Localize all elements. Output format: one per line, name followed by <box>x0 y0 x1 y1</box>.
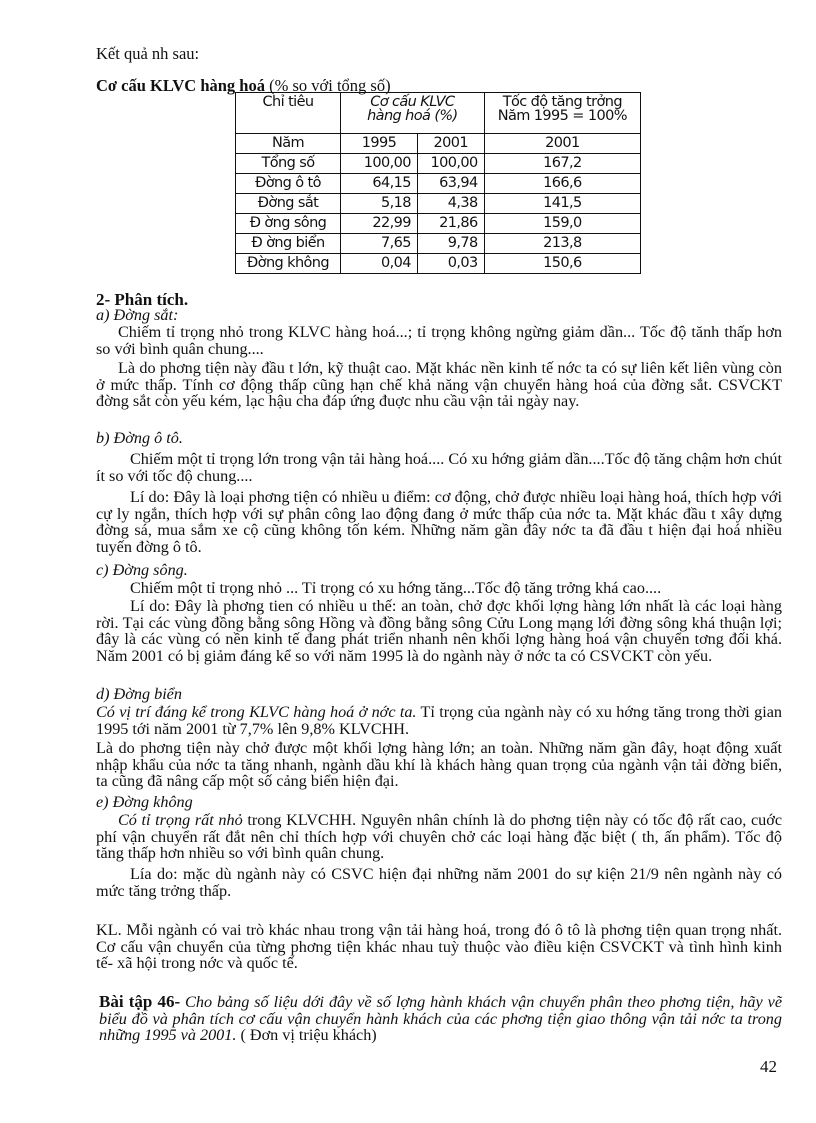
conclusion-paragraph: KL. Mỗi ngành có vai trò khác nhau trong vận tải hàng hoá, trong đó ô tô là phơng tiện quan trọng nhất. Cơ cấu vận chuyển của từng phơng tiện khác nhau tuỳ thuộc vào điều kiện CSVCKT và tình hình kinh tế- xã hội trong nớc và quốc tế. <box>96 921 782 973</box>
row-label: Đ ờng sông <box>236 214 341 234</box>
table-header-row <box>236 93 641 134</box>
road-paragraph-1: Chiếm một tỉ trọng lớn trong vận tải hàng hoá.... Có xu hớng giảm dần....Tốc độ tăng chậm hơn chút ít so với tốc độ chung.... <box>96 450 782 485</box>
table-row <box>236 134 641 154</box>
rail-title: a) Đờng sắt: <box>96 306 179 324</box>
sea-paragraph-2: Là do phơng tiện này chở được một khối lợng hàng lớn; an toàn. Những năm gần đây, hoạt động xuất nhập khẩu của nớc ta tăng nhanh, ngành dầu khí là khách hàng quan trọng của ngành vận tải đờng biển, ta cũng đã nâng cấp một số cảng biển hiện đại. <box>96 739 782 791</box>
exercise-label: Bài tập 46- <box>99 992 181 1011</box>
row-label: Đ ờng biển <box>236 234 341 254</box>
air-paragraph-2: Lía do: mặc dù ngành này có CSVC hiện đại những năm 2001 do sự kiện 21/9 nên ngành này có mức tăng trởng thấp. <box>96 865 782 900</box>
sea-emphasis: Có vị trí đáng kể trong KLVC hàng hoá ở nớc ta. <box>96 703 417 721</box>
cell-2001: 2001 <box>417 134 484 154</box>
cell-growth: 167,2 <box>484 154 640 174</box>
cell-1995: 5,18 <box>341 194 418 214</box>
cell-growth: 141,5 <box>484 194 640 214</box>
cell-growth: 159,0 <box>484 214 640 234</box>
cell-2001: 0,03 <box>417 254 484 274</box>
intro-text: Kết quả nh sau: <box>96 44 200 63</box>
row-label: Năm <box>236 134 341 154</box>
row-label: Đờng ô tô <box>236 174 341 194</box>
road-title: b) Đờng ô tô. <box>96 429 183 447</box>
air-detail: trong KLVCHH. Nguyên nhân chính là do phơng tiện này có tốc độ rất cao, cuớc phí vận chuyển rất đắt nên chỉ thích hợp với chuyên chở các loại hàng đặc biệt ( th, ấn phẩm). Tốc độ tăng thấp hơn nhiều so với bình quân chung. <box>96 811 783 863</box>
exercise-text: Cho bảng số liệu dới đây về số lợng hành khách vận chuyển phân theo phơng tiện, hãy vẽ biểu đồ và phân tích cơ cấu vận chuyển hành khách của các phơng tiện giao thông vận tải nớc ta trong những 1995 và 2001. <box>99 993 783 1045</box>
exercise-paragraph <box>99 994 782 1044</box>
header-indicator: Chỉ tiêu <box>236 93 341 134</box>
table-row <box>236 174 641 194</box>
sea-title: d) Đờng biển <box>96 685 182 703</box>
cell-1995: 64,15 <box>341 174 418 194</box>
row-label: Đờng không <box>236 254 341 274</box>
header-structure-line2: hàng hoá (%) <box>367 108 458 124</box>
rail-paragraph-1: Chiếm tỉ trọng nhỏ trong KLVC hàng hoá...; tỉ trọng không ngừng giảm dần... Tốc độ tănh thấp hơn so với bình quân chung.... <box>96 323 782 358</box>
cell-growth: 213,8 <box>484 234 640 254</box>
row-label: Đờng sắt <box>236 194 341 214</box>
table-row <box>236 214 641 234</box>
sea-detail: Tỉ trọng của ngành này có xu hớng tăng trong thời gian 1995 tới năm 2001 từ 7,7% lên 9,8% KLVCHH. <box>96 703 782 738</box>
table-row <box>236 194 641 214</box>
road-paragraph-2: Lí do: Đây là loại phơng tiện có nhiều u điểm: cơ động, chở được nhiều loại hàng hoá, thích hợp với cự ly ngắn, thích hợp với sự phân công lao động đang ở mức thấp của nớc ta. Mặt khác đầu t xây dựng đờng sá, mua sắm xe cộ cũng không tốn kém. Những năm gần đây nớc ta đã đầu t hiện đại hoá nhiều tuyến đờng ô tô. <box>96 488 782 556</box>
air-emphasis: Có tỉ trọng rất nhỏ <box>118 811 243 829</box>
cell-2001: 21,86 <box>417 214 484 234</box>
cell-1995: 0,04 <box>341 254 418 274</box>
cell-2001: 63,94 <box>417 174 484 194</box>
header-structure <box>341 93 485 134</box>
cell-2001: 100,00 <box>417 154 484 174</box>
header-growth-line2: Năm 1995 = 100% <box>497 108 627 124</box>
page-number: 42 <box>760 1057 777 1076</box>
cell-1995: 1995 <box>341 134 418 154</box>
cell-growth: 166,6 <box>484 174 640 194</box>
header-structure-line1: Cơ cấu KLVC <box>370 94 455 110</box>
exercise-unit: ( Đơn vị triệu khách) <box>240 1026 377 1045</box>
cell-growth: 2001 <box>484 134 640 154</box>
table-row <box>236 234 641 254</box>
row-label: Tổng số <box>236 154 341 174</box>
table-row <box>236 154 641 174</box>
header-growth-line1: Tốc độ tăng trởng <box>502 94 622 110</box>
air-paragraph-1 <box>96 812 782 862</box>
river-paragraph-2: Lí do: Đây là phơng tien có nhiều u thế: an toàn, chở đợc khối lợng hàng lớn nhất là các loại hàng rời. Tại các vùng đồng bằng sông Hồng và đồng bằng sông Cửu Long mạng lới đờng sông khá thuận lợi; đây là các vùng có nền kinh tế đang phát triển nhanh nên khối lợng hàng hoá vận chuyển tơng đối khá. Năm 2001 có bị giảm đáng kể so với năm 1995 là do ngành này ở nớc ta có CSVCKT còn yếu. <box>96 597 782 665</box>
sea-paragraph-1 <box>96 704 782 737</box>
cell-1995: 100,00 <box>341 154 418 174</box>
cell-1995: 7,65 <box>341 234 418 254</box>
river-paragraph-1: Chiếm một tỉ trọng nhỏ ... Tỉ trọng có xu hớng tăng...Tốc độ tăng trởng khá cao.... <box>130 579 662 597</box>
table-title-bold: Cơ cấu KLVC hàng hoá <box>96 76 265 95</box>
rail-paragraph-2: Là do phơng tiện này đầu t lớn, kỹ thuật cao. Mặt khác nền kinh tế nớc ta có sự liên kết liên vùng còn ở mức thấp. Tính cơ động thấp cũng hạn chế khả năng vận chuyển hàng hoá của đờng sắt. CSVCKT đờng sắt còn yếu kém, lạc hậu cha đáp ứng đuợc nhu cầu vận tải ngày nay. <box>96 359 782 411</box>
freight-structure-table <box>235 92 641 274</box>
cell-growth: 150,6 <box>484 254 640 274</box>
air-title: e) Đờng không <box>96 793 193 811</box>
cell-2001: 4,38 <box>417 194 484 214</box>
table-title-note: (% so với tổng số) <box>269 76 391 95</box>
river-title: c) Đờng sông. <box>96 561 188 579</box>
cell-1995: 22,99 <box>341 214 418 234</box>
header-growth <box>484 93 640 134</box>
cell-2001: 9,78 <box>417 234 484 254</box>
table-row <box>236 254 641 274</box>
analysis-heading: 2- Phân tích. <box>96 290 189 309</box>
